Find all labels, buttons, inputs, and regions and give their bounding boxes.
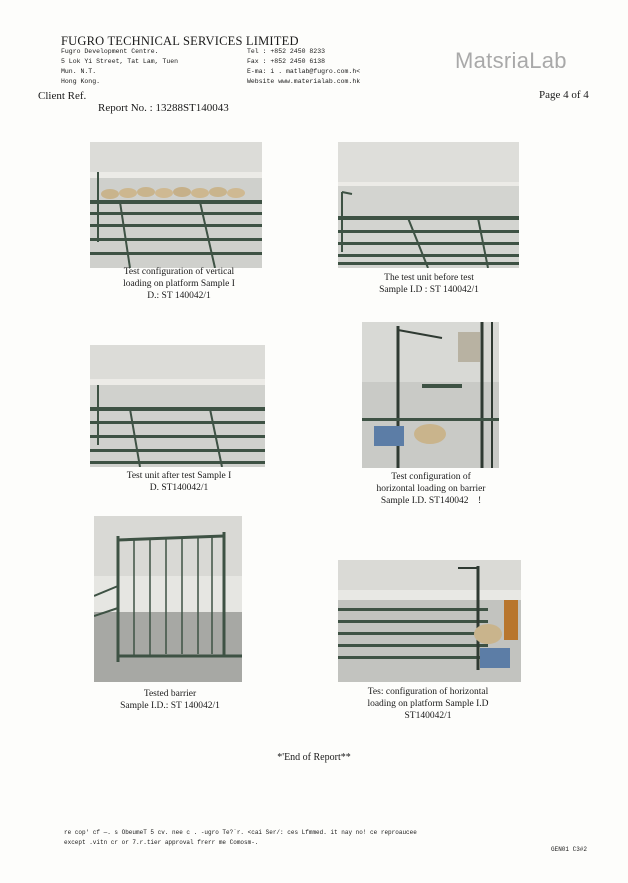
photo-caption: Test configuration of horizontal loading on barrier Sample I.D. ST140042 !	[376, 472, 486, 506]
lab-logo: MatsriaLab	[455, 48, 567, 73]
company-address	[61, 47, 178, 87]
photo-caption: Test configuration of vertical loading on platform Sample I D.: ST 140042/1	[123, 267, 235, 301]
contact-line: Fax : +852 2450 6138	[247, 58, 326, 65]
address-line: Fugro Development Centre.	[61, 48, 159, 55]
photo-horizontal-loading-platform	[338, 560, 521, 682]
address-line: 5 Lok Yi Street, Tat Lam, Tuen	[61, 58, 179, 65]
company-name: FUGRO TECHNICAL SERVICES LIMITED	[61, 34, 299, 48]
document-id: GEN01 C3#2	[551, 846, 588, 853]
client-ref: Client Ref.	[38, 90, 87, 102]
address-line: Mun. N.T.	[61, 68, 97, 75]
photo-caption: Tes: configuration of horizontal loading on platform Sample I.D ST140042/1	[367, 687, 489, 721]
company-contact	[247, 47, 360, 87]
page-number: Page 4 of 4	[539, 89, 589, 101]
photo-caption: Tested barrier Sample I.D.: ST 140042/1	[120, 689, 220, 711]
contact-line: E-ma: i . matlab@fugro.com.h<	[247, 68, 361, 75]
end-of-report: *'End of Report**	[277, 752, 351, 763]
photo-horizontal-loading-barrier	[362, 322, 499, 468]
photo-tested-barrier	[94, 516, 242, 682]
photo-unit-before-test	[338, 142, 519, 268]
contact-line: Website www.materialab.com.hk	[247, 78, 361, 85]
address-line: Hong Kong.	[61, 78, 101, 85]
report-number: Report No. : 13288ST140043	[98, 102, 229, 114]
photo-caption: The test unit before test Sample I.D : ST 140042/1	[379, 273, 479, 295]
photo-unit-after-test	[90, 345, 265, 467]
photo-caption: Test unit after test Sample I D. ST140042/1	[126, 471, 232, 493]
photo-vertical-loading	[90, 142, 262, 268]
footer-disclaimer: re cop' cf —. s ObeumeT 5 cv. nee c . -ugro Te?`r. <cai Ser/: ces Lfmmed. it nay no! ce reproaucee except .vitn cr or 7.r.tier approval frerr me Comosm-.	[64, 829, 417, 846]
contact-line: Tel : +852 2450 8233	[247, 48, 326, 55]
